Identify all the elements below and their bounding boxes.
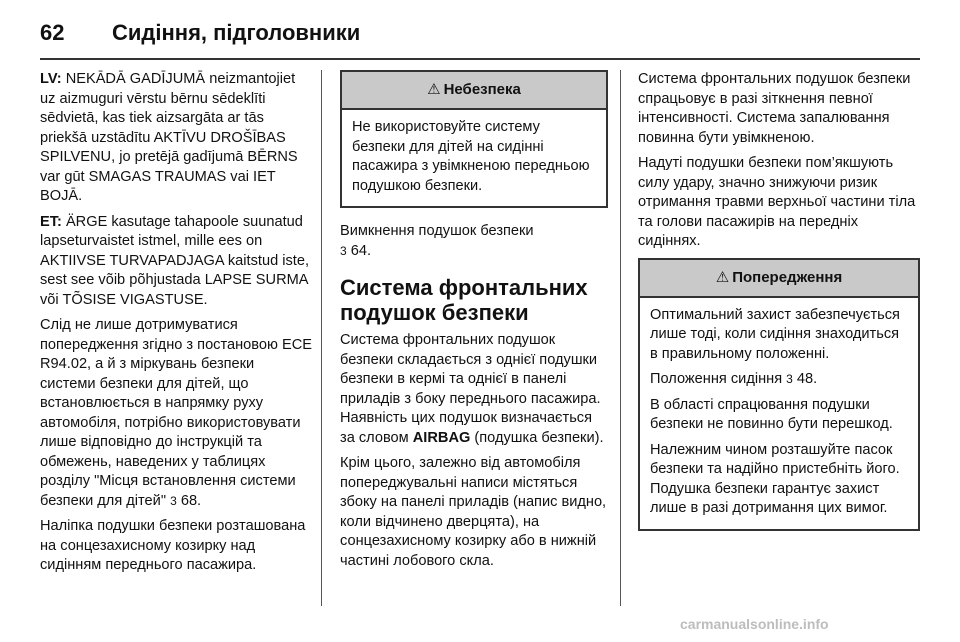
paragraph-warning-labels: Крім цього, залежно від автомобіля попереджувальні написи містяться збоку на панелі приладів (напис видно, коли відчинено дверцята), на сонцезахисному козирку або в нижній частині лобового скла. bbox=[340, 455, 607, 569]
paragraph-trigger: Система фронтальних подушок безпеки спрацьовує в разі зіткнення певної інтенсивності. Система запалювання повинна бути увімкненою. bbox=[638, 71, 911, 146]
page-title: Сидіння, підголовники bbox=[112, 20, 361, 45]
page-number: 62 bbox=[40, 20, 65, 45]
warning-icon: ⚠ bbox=[427, 81, 441, 99]
text-et: ÄRGE kasutage tahapoole suunatud lapseturvaistet istmel, mille ees on AKTIIVSE TURVAPADJAGA kaitstud iste, sest see võib põhjustada LAPSE SURMA või TÕSISE VIGASTUSE. bbox=[40, 213, 309, 308]
page-ref-link[interactable]: 48. bbox=[796, 371, 818, 387]
column-2 bbox=[340, 70, 608, 577]
danger-box-title: Небезпека bbox=[443, 81, 521, 99]
paragraph-airbag-off bbox=[340, 222, 608, 261]
warning-box-text-1: Оптимальний захист забезпечується лише тоді, коли сидіння знаходиться в правильному положенні. bbox=[650, 306, 900, 362]
header-divider bbox=[40, 58, 920, 60]
paragraph-et bbox=[40, 213, 312, 311]
section-heading: Система фронтальних подушок безпеки bbox=[340, 275, 588, 325]
lang-lead-et: ET: bbox=[40, 213, 62, 230]
seat-position-text: Положення сидіння bbox=[650, 371, 783, 387]
text-airbag-off: Вимкнення подушок безпеки bbox=[340, 223, 534, 239]
warning-box-text-4: Належним чином розташуйте пасок безпеки та надійно пристебніть його. Подушка безпеки гарантує захист лише в разі дотримання цих вимог. bbox=[650, 441, 900, 516]
ref-arrow-icon: 3 bbox=[340, 243, 347, 258]
warning-icon: ⚠ bbox=[715, 268, 730, 286]
page-header bbox=[40, 12, 920, 60]
watermark: carmanualsonline.info bbox=[680, 616, 829, 632]
warning-box-text-3: В області спрацювання подушки безпеки не повинно бути перешкод. bbox=[650, 396, 893, 432]
warning-box bbox=[638, 258, 920, 531]
ref-arrow-icon: 3 bbox=[786, 372, 793, 386]
text-lv: NEKĀDĀ GADĪJUMĀ neizmantojiet uz aizmuguri vērstu bērnu sēdeklīti sēdvietā, kas tiek aizsargāta ar tās priekšā uzstādītu AKTĪVU DROŠĪBAS SPILVENU, jo pretējā gadījumā BĒRNS var gūt SMAGAS TRAUMAS vai IET BOJĀ. bbox=[40, 71, 298, 204]
warning-box-title: Попередження bbox=[732, 268, 843, 286]
danger-box-body bbox=[342, 110, 606, 206]
paragraph-system bbox=[340, 331, 608, 448]
warning-box-text-2 bbox=[650, 370, 908, 390]
text-system-tail: (подушка безпеки). bbox=[474, 429, 604, 446]
column-1 bbox=[40, 70, 312, 582]
column-3 bbox=[638, 70, 920, 545]
column-divider-1 bbox=[321, 70, 322, 606]
ref-arrow-icon: 3 bbox=[170, 493, 177, 508]
page-ref-link[interactable]: 64. bbox=[350, 242, 372, 259]
lang-lead-lv: LV: bbox=[40, 71, 62, 87]
paragraph-label: Наліпка подушки безпеки розташована на сонцезахисному козирку над сидінням переднього пасажира. bbox=[40, 518, 306, 573]
text-system: Система фронтальних подушок безпеки складається з однієї подушки безпеки в кермі та однієї в панелі приладів з боку переднього пасажира. Наявність цих подушок визначається за словом bbox=[340, 332, 601, 446]
paragraph-ece bbox=[40, 316, 312, 511]
paragraph-lv bbox=[40, 70, 312, 207]
page-ref-link[interactable]: 68. bbox=[180, 492, 202, 509]
danger-box-header bbox=[342, 72, 606, 110]
paragraph-inflated: Надуті подушки безпеки пом’якшують силу удару, значно знижуючи ризик отримання травми верхньої частини тіла та голови пасажирів на передніх сидіннях. bbox=[638, 155, 916, 249]
warning-box-body bbox=[640, 298, 918, 529]
warning-box-header bbox=[640, 260, 918, 298]
danger-box bbox=[340, 70, 608, 208]
column-divider-2 bbox=[620, 70, 621, 606]
text-ece: Слід не лише дотримуватися попередження згідно з постановою ECE R94.02, а й з міркувань безпеки системи безпеки для дітей, що встановлюється в напрямку руху автомобіля, потрібно використовувати лише відповідно до інструкцій та обмежень, наведених у таблицях розділу "Місця встановлення системи безпеки для дітей" bbox=[40, 317, 313, 509]
airbag-term: AIRBAG bbox=[412, 429, 471, 446]
danger-box-text: Не використовуйте систему безпеки для дітей на сидінні пасажира з увімкненою передньою подушкою безпеки. bbox=[352, 119, 590, 194]
